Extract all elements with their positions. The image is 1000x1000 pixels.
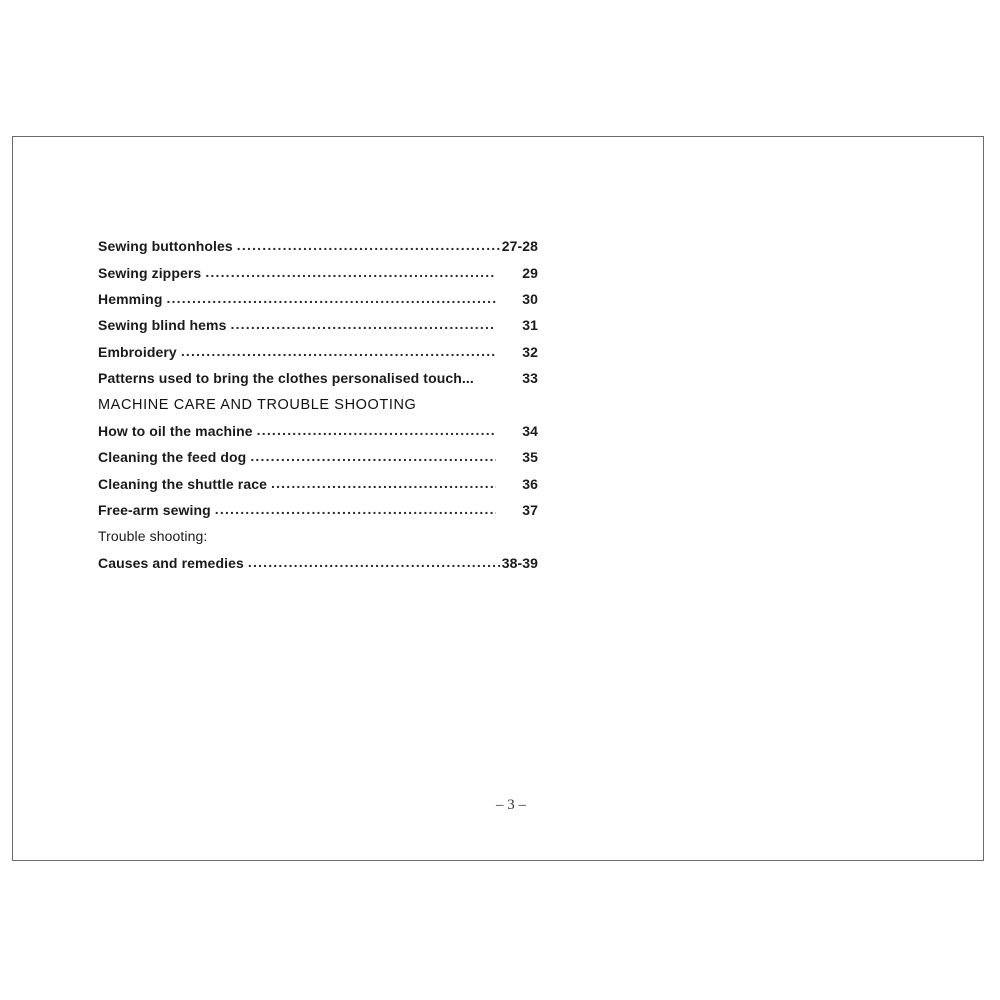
toc-entry-title: Sewing buttonholes [98, 238, 233, 255]
toc-entry-hemming [98, 286, 538, 312]
toc-leader-dots [250, 448, 496, 464]
toc-entry-sewing-buttonholes [98, 233, 538, 259]
toc-entry-page: 36 [522, 475, 538, 492]
subheading-text: Trouble shooting: [98, 528, 208, 545]
toc-entry-oil-machine [98, 418, 538, 444]
toc-leader-dots [248, 554, 500, 570]
toc-entry-page: 38-39 [501, 554, 538, 571]
toc-entry-page: 35 [522, 449, 538, 466]
toc-entry-page: 27-28 [501, 238, 538, 255]
toc-section-heading [98, 391, 538, 417]
toc-entry-page: 29 [522, 264, 538, 281]
toc-subheading [98, 523, 538, 549]
toc-leader-dots [181, 343, 496, 359]
toc-entry-title: Sewing blind hems [98, 317, 227, 334]
toc-entry-embroidery [98, 339, 538, 365]
toc-entry-page: 37 [522, 502, 538, 519]
toc-entry-title: Embroidery [98, 343, 177, 360]
toc-entry-page: 33 [522, 370, 538, 387]
toc-leader-dots [215, 501, 496, 517]
toc-entry-shuttle-race [98, 471, 538, 497]
toc-entry-title: How to oil the machine [98, 422, 253, 439]
toc-leader-dots [257, 422, 496, 438]
toc-entry-title: Patterns used to bring the clothes personalised touch... [98, 370, 474, 387]
toc-entry-title: Sewing zippers [98, 264, 202, 281]
toc-entry-causes-remedies [98, 550, 538, 576]
toc-leader-dots [205, 264, 496, 280]
toc-entry-title: Hemming [98, 290, 163, 307]
document-page [12, 136, 984, 861]
toc-entry-title: Cleaning the feed dog [98, 449, 247, 466]
toc-leader-dots [237, 237, 500, 253]
toc-leader-dots [231, 316, 497, 332]
toc-entry-sewing-zippers [98, 259, 538, 285]
toc-entry-free-arm [98, 497, 538, 523]
toc-entry-patterns [98, 365, 538, 391]
toc-entry-title: Causes and remedies [98, 554, 244, 571]
section-heading-text: MACHINE CARE AND TROUBLE SHOOTING [98, 396, 417, 413]
toc-entry-page: 32 [522, 343, 538, 360]
toc-entry-sewing-blind-hems [98, 312, 538, 338]
table-of-contents [98, 233, 538, 576]
toc-entry-title: Cleaning the shuttle race [98, 475, 267, 492]
toc-entry-title: Free-arm sewing [98, 502, 211, 519]
toc-entry-feed-dog [98, 444, 538, 470]
toc-entry-page: 34 [522, 422, 538, 439]
toc-leader-dots [167, 290, 497, 306]
toc-leader-dots [271, 475, 496, 491]
toc-entry-page: 30 [522, 290, 538, 307]
page-number: – 3 – [496, 797, 526, 813]
toc-entry-page: 31 [522, 317, 538, 334]
